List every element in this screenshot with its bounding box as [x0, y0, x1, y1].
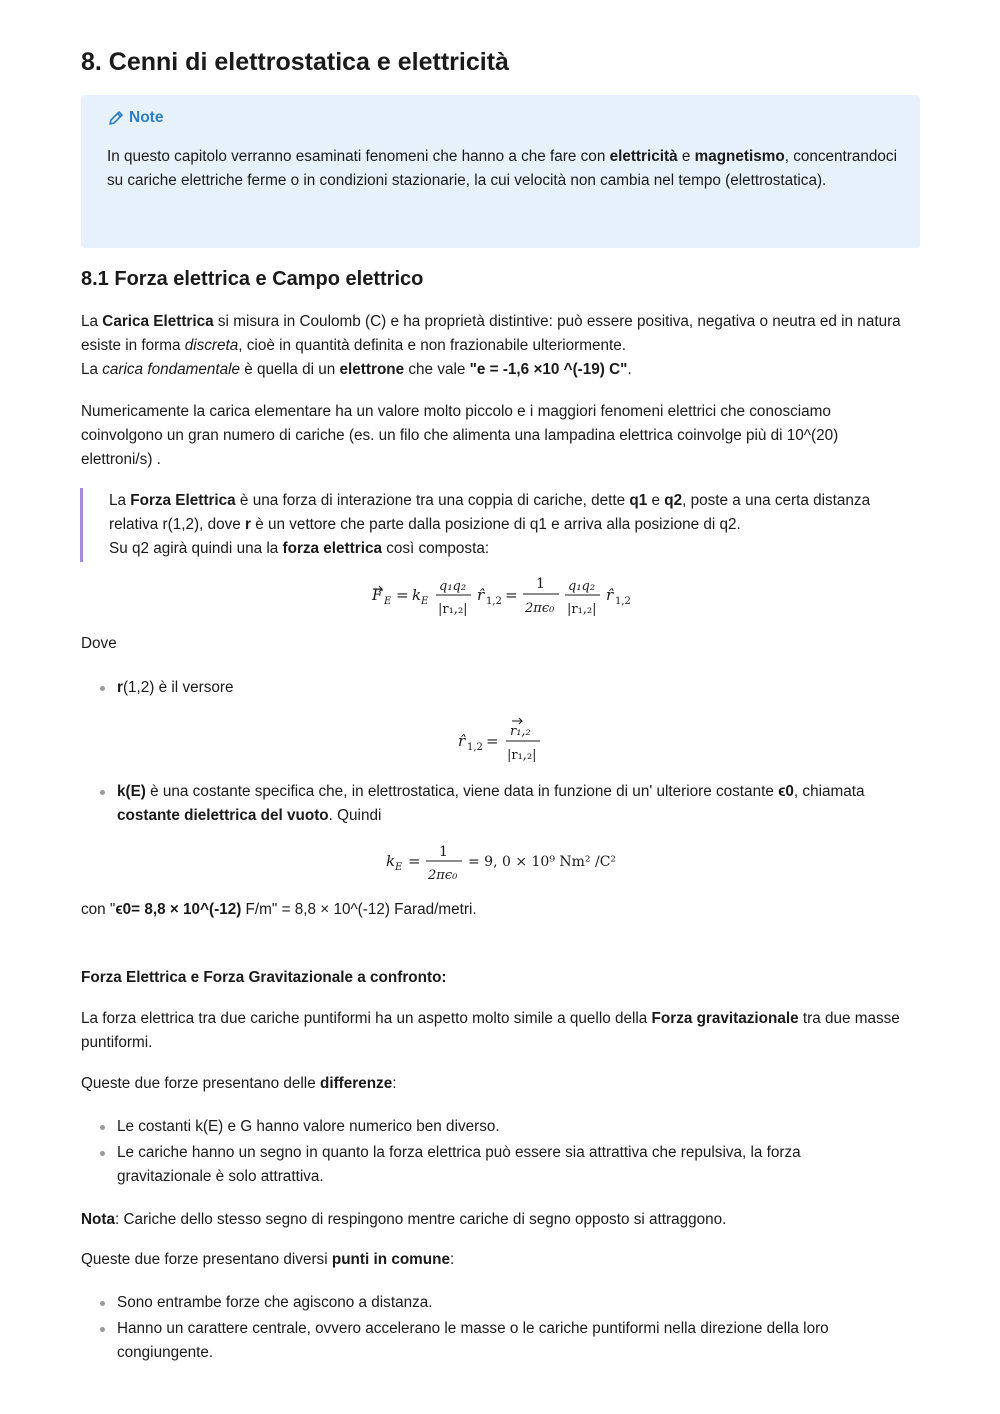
quote-electric-force: La Forza Elettrica è una forza di interazione tra una coppia di cariche, dette q1 e q2, poste a una certa distanza relativa r(1,2), dove r è un vettore che parte dalla posizione di q1 e arriva alla posizione di q2. Su q2 agirà quindi una la forza elettrica così composta:	[109, 492, 871, 558]
list-item: r(1,2) è il versore	[81, 676, 921, 700]
svg-text:1: 1	[439, 844, 448, 860]
svg-text:=: =	[396, 586, 409, 604]
svg-text:r̂: r̂	[477, 586, 485, 604]
svg-text:r̂: r̂	[458, 732, 466, 750]
list-item: k(E) è una costante specifica che, in elettrostatica, viene data in funzione di un' ulteriore costante ϵ0, chiamata costante dielettrica del vuoto. Quindi	[81, 780, 921, 828]
bullet-list-constant	[81, 780, 921, 828]
svg-text:1,2: 1,2	[486, 596, 502, 607]
paragraph-differences: Queste due forze presentano delle differenze:	[81, 1075, 397, 1092]
list-item: Le cariche hanno un segno in quanto la forza elettrica può essere sia attrattiva che repulsiva, la forza gravitazionale è solo attrattiva.	[81, 1141, 851, 1189]
note-callout	[81, 95, 920, 248]
svg-text:1,2: 1,2	[467, 742, 483, 753]
svg-text:q₁q₂: q₁q₂	[439, 579, 467, 594]
svg-text:E: E	[421, 596, 429, 607]
svg-text:= 9, 0 × 10⁹ Nm² /C²: = 9, 0 × 10⁹ Nm² /C²	[468, 854, 617, 870]
note-label: Note	[129, 109, 164, 126]
svg-text:k: k	[386, 852, 396, 870]
differences-list	[81, 1115, 851, 1190]
paragraph-elementary-charge: Numericamente la carica elementare ha un valore molto piccolo e i maggiori fenomeni elettrici che conosciamo coinvolgono un gran numero di cariche (es. un filo che alimenta una lampadina elettrica coinvolge più di 10^(20) elettroni/s) .	[81, 403, 839, 469]
pencil-icon	[107, 109, 125, 127]
paragraph-charge: La Carica Elettrica si misura in Coulomb (C) e ha proprietà distintive: può essere positiva, negativa o neutra ed in natura esiste in forma discreta, cioè in quantità definita e non frazionabile ulteriormente. La carica fondamentale è quella di un elettrone che vale "e = -1,6 ×10 ^(-19) C".	[81, 313, 901, 379]
svg-text:k: k	[412, 586, 422, 604]
epsilon-value-line: con "ϵ0= 8,8 × 10^(-12) F/m" = 8,8 × 10^(-12) Farad/metri.	[81, 901, 477, 918]
bullet-list-versore	[81, 676, 921, 700]
list-item: Hanno un carattere centrale, ovvero accelerano le masse o le cariche puntiformi nella direzione della loro congiungente.	[81, 1317, 881, 1365]
svg-text:E: E	[395, 862, 403, 873]
common-points-list	[81, 1291, 881, 1366]
nota-line: Nota: Cariche dello stesso segno di respingono mentre cariche di segno opposto si attraggono.	[81, 1211, 727, 1228]
svg-text:1: 1	[536, 576, 545, 592]
svg-text:|r₁,₂|: |r₁,₂|	[567, 602, 597, 617]
svg-text:F: F	[372, 586, 383, 604]
svg-text:2πϵ₀: 2πϵ₀	[525, 601, 555, 616]
svg-text:r₁,₂: r₁,₂	[510, 724, 531, 739]
list-item: Sono entrambe forze che agiscono a distanza.	[81, 1291, 881, 1315]
coulomb-force-formula	[360, 568, 650, 624]
svg-text:E: E	[384, 596, 392, 607]
svg-text:=: =	[505, 586, 518, 604]
svg-text:q₁q₂: q₁q₂	[568, 579, 596, 594]
svg-text:=: =	[408, 852, 421, 870]
page-title: 8. Cenni di elettrostatica e elettricità	[81, 48, 509, 76]
svg-text:2πϵ₀: 2πϵ₀	[428, 868, 458, 883]
section-title: 8.1 Forza elettrica e Campo elettrico	[81, 268, 424, 290]
svg-text:r̂: r̂	[606, 586, 614, 604]
list-item: Le costanti k(E) e G hanno valore numerico ben diverso.	[81, 1115, 851, 1139]
svg-text:1,2: 1,2	[615, 596, 631, 607]
svg-text:=: =	[486, 732, 499, 750]
note-text: In questo capitolo verranno esaminati fenomeni che hanno a che fare con elettricità e magnetismo, concentrandoci su cariche elettriche ferme o in condizioni stazionarie, la cui velocità non cambia nel tempo (elettrostatica).	[107, 148, 897, 190]
note-header	[107, 106, 163, 130]
svg-text:|r₁,₂|: |r₁,₂|	[438, 602, 468, 617]
comparison-heading: Forza Elettrica e Forza Gravitazionale a confronto:	[81, 969, 447, 986]
paragraph-similarity: La forza elettrica tra due cariche puntiformi ha un aspetto molto simile a quello della Forza gravitazionale tra due masse puntiformi.	[81, 1010, 900, 1052]
paragraph-common: Queste due forze presentano diversi punti in comune:	[81, 1251, 455, 1268]
quote-bar	[80, 488, 83, 562]
svg-text:|r₁,₂|: |r₁,₂|	[507, 748, 537, 763]
dove-text: Dove	[81, 635, 117, 652]
ke-formula	[378, 838, 638, 888]
versore-formula	[450, 714, 560, 768]
